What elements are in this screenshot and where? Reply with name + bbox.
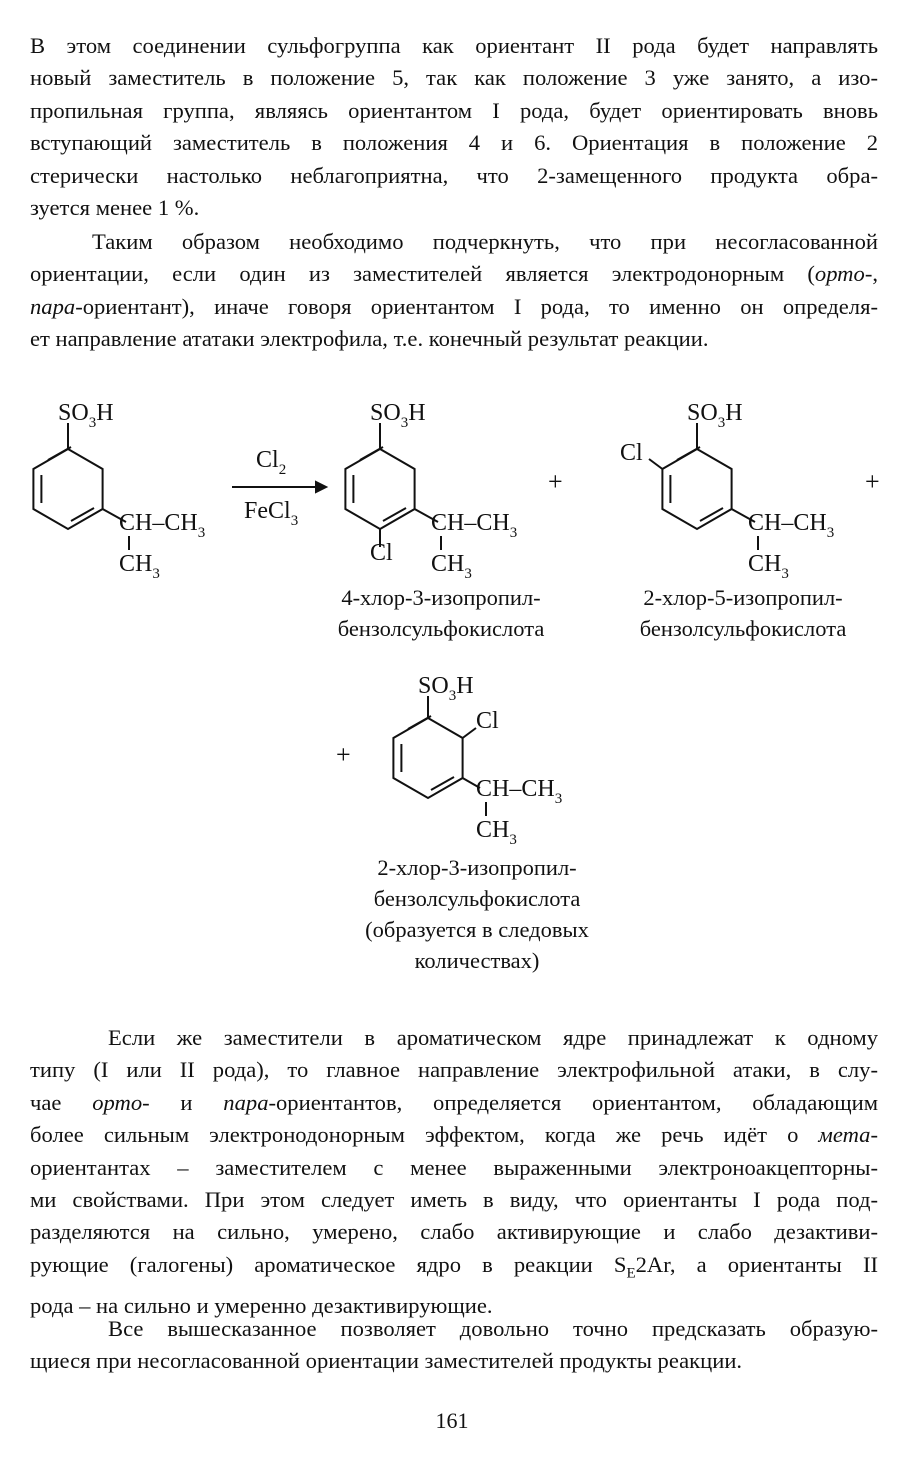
product-1-name: бензолсульфокислота — [337, 616, 545, 641]
text-line: вступающий заместитель в положения 4 и 6. Ориентация в положение 2 — [30, 130, 878, 156]
text-line: зуется менее 1 %. — [30, 195, 200, 221]
ring-double-bond — [383, 508, 406, 521]
paragraph-2 — [30, 226, 878, 356]
benzene-ring — [662, 449, 731, 529]
text-line: ориентантах – заместителем с менее выраженными электроноакцепторны- — [30, 1154, 878, 1180]
text-line: типу (I или II рода), то главное направление электрофильной атаки, в слу- — [30, 1057, 878, 1083]
sulfo-group: $SO_3H$ — [418, 673, 474, 704]
isopropyl-ch: $CH-CH_3$ — [119, 510, 206, 541]
italic-term: орто — [814, 261, 865, 287]
text-run: ориентации, если один из заместителей является электродонорным ( — [30, 261, 815, 287]
ring-double-bond — [71, 508, 94, 521]
methyl-group: $CH_3$ — [119, 551, 160, 582]
isopropyl-ch: $CH-CH_3$ — [431, 510, 518, 541]
plus-sign: + — [336, 740, 351, 769]
text-line: В этом соединении сульфогруппа как ориентант II рода будет направлять — [30, 33, 878, 58]
text-line: стерически настолько неблагоприятна, что 2-замещенного продукта обра- — [30, 162, 878, 188]
text-line: Если же заместители в ароматическом ядре принадлежат к одному — [108, 1025, 878, 1050]
text-line: пропильная группа, являясь ориентантом I рода, будет ориентировать вновь — [30, 97, 878, 123]
text-run: чае — [30, 1089, 93, 1115]
text-line: ет направление ататаки электрофила, т.е. конечный результат реакции. — [30, 326, 709, 352]
page-number: 161 — [435, 1408, 469, 1433]
bond — [463, 728, 476, 738]
benzene-ring — [33, 449, 102, 529]
italic-term: пара — [223, 1089, 269, 1115]
methyl-group: $CH_3$ — [431, 551, 472, 582]
text-run: -, — [864, 261, 878, 287]
ring-double-bond — [700, 508, 723, 521]
plus-sign: + — [548, 467, 563, 496]
reagent-chlorine: $Cl_2$ — [256, 447, 287, 478]
isopropyl-ch: $CH-CH_3$ — [748, 510, 835, 541]
text-line — [30, 291, 878, 323]
product-2-structure — [649, 423, 755, 529]
text-line — [30, 258, 878, 290]
product-3-note: (образуется в следовых — [365, 917, 589, 942]
reagent-catalyst: FeCl$_3$ — [244, 498, 299, 529]
text-line: ми свойствами. При этом следует иметь в виду, что ориентанты I рода под- — [30, 1187, 878, 1213]
italic-term: пара — [30, 293, 76, 319]
text-run: рующие (галогены) ароматическое ядро в реакции S — [30, 1251, 627, 1277]
reaction-scheme — [0, 380, 904, 1000]
chlorine-substituent: Cl — [620, 440, 643, 466]
isopropyl-ch: $CH-CH_3$ — [476, 776, 563, 807]
benzene-ring — [345, 449, 414, 529]
text-run: - и — [142, 1089, 224, 1115]
paragraph-3 — [30, 1022, 878, 1322]
bond — [649, 459, 662, 469]
text-run: -ориентант), иначе говоря ориентантом I рода, то именно он определя- — [75, 293, 878, 319]
text-line: новый заместитель в положение 5, так как положение 3 уже занято, а изо- — [30, 65, 878, 91]
methyl-group: $CH_3$ — [748, 551, 789, 582]
text-line: рода – на сильно и умеренно дезактивирующие. — [30, 1292, 493, 1318]
methyl-group: $CH_3$ — [476, 817, 517, 848]
sulfo-group: $SO_3H$ — [58, 400, 114, 431]
product-1-structure — [345, 423, 438, 547]
text-run: более сильным электронодонорным эффектом, когда же речь идёт о — [30, 1122, 819, 1148]
paragraph-1 — [30, 30, 878, 224]
paragraph-4 — [30, 1313, 878, 1378]
arrow-head — [316, 482, 326, 492]
chlorine-substituent: Cl — [370, 540, 393, 566]
plus-sign: + — [865, 467, 880, 496]
subscript: E — [626, 1265, 636, 1282]
benzene-ring — [393, 718, 462, 798]
text-line: щиеся при несогласованной ориентации заместителей продукты реакции. — [30, 1348, 743, 1374]
product-3-structure — [393, 696, 480, 798]
text-run: -ориентантов, определяется ориентантом, обладающим — [268, 1089, 878, 1115]
product-3-name: бензолсульфокислота — [373, 886, 581, 911]
text-line — [30, 1249, 878, 1290]
text-run: 2Ar, а ориентанты II — [635, 1251, 878, 1277]
product-2-name: 2-хлор-5-изопропил- — [643, 585, 843, 610]
italic-term: мета — [818, 1122, 871, 1148]
text-run: - — [870, 1122, 878, 1148]
ring-double-bond — [431, 777, 454, 790]
italic-term: орто — [92, 1089, 143, 1115]
product-3-name: 2-хлор-3-изопропил- — [377, 855, 577, 880]
text-line — [30, 1119, 878, 1151]
product-1-name: 4-хлор-3-изопропил- — [341, 585, 541, 610]
text-line: Таким образом необходимо подчеркнуть, что при несогласованной — [92, 229, 878, 254]
sulfo-group: $SO_3H$ — [687, 400, 743, 431]
chlorine-substituent: Cl — [476, 708, 499, 734]
text-line: разделяются на сильно, умерено, слабо активирующие и слабо дезактиви- — [30, 1219, 878, 1245]
reactant-structure — [33, 423, 126, 529]
product-3-note: количествах) — [414, 948, 540, 973]
text-line: Все вышесказанное позволяет довольно точно предсказать образую- — [108, 1316, 878, 1341]
sulfo-group: $SO_3H$ — [370, 400, 426, 431]
text-line — [30, 1087, 878, 1119]
product-2-name: бензолсульфокислота — [639, 616, 847, 641]
